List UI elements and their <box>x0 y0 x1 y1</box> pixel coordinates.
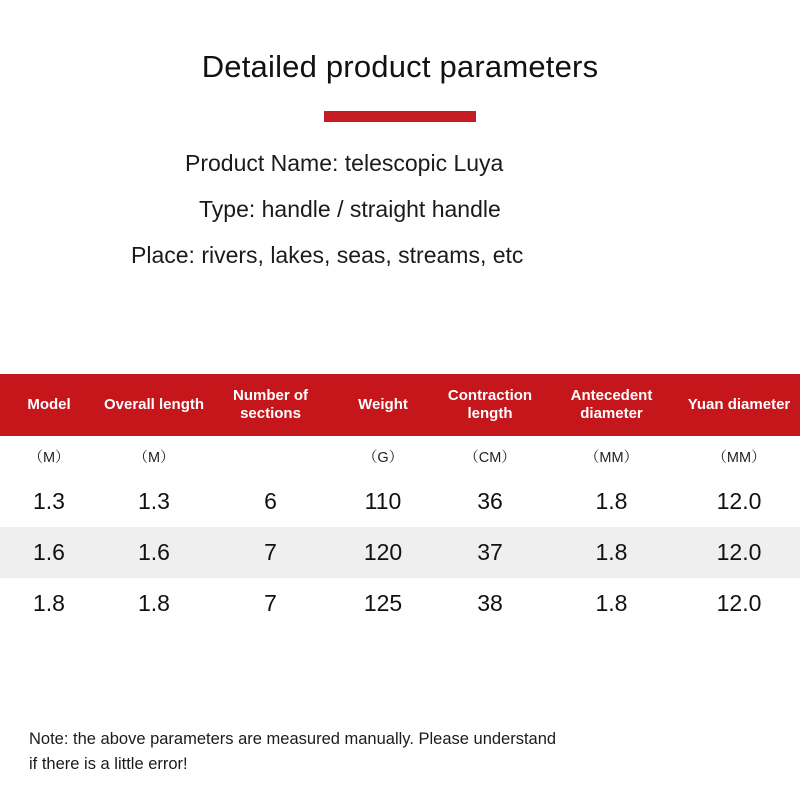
table-body <box>0 436 800 629</box>
cell-yuan-diameter: 12.0 <box>678 578 800 629</box>
table-row <box>0 527 800 578</box>
cell-antecedent-diameter: 1.8 <box>545 476 678 527</box>
spec-place: Place: rivers, lakes, seas, streams, etc <box>131 242 524 269</box>
column-header-model: Model <box>27 395 71 413</box>
unit-overall-length: （M） <box>98 436 210 476</box>
page-title: Detailed product parameters <box>201 49 599 84</box>
cell-overall-length: 1.3 <box>98 476 210 527</box>
unit-contraction-length: （CM） <box>435 436 545 476</box>
table-unit-row <box>0 436 800 476</box>
column-header-antecedent-diameter: Antecedent diameter <box>570 386 653 422</box>
table-head <box>0 374 800 436</box>
cell-contraction-length: 38 <box>435 578 545 629</box>
cell-weight: 120 <box>331 527 435 578</box>
cell-number-of-sections: 7 <box>210 578 331 629</box>
measurement-note-line-2: if there is a little error! <box>29 755 188 774</box>
cell-overall-length: 1.8 <box>98 578 210 629</box>
table-row <box>0 578 800 629</box>
column-header-weight: Weight <box>358 395 408 413</box>
unit-yuan-diameter: （MM） <box>678 436 800 476</box>
cell-model: 1.8 <box>0 578 98 629</box>
table-header-row <box>0 374 800 436</box>
unit-antecedent-diameter: （MM） <box>545 436 678 476</box>
spec-type: Type: handle / straight handle <box>199 196 501 223</box>
cell-number-of-sections: 6 <box>210 476 331 527</box>
spec-list <box>0 152 800 267</box>
table-row <box>0 476 800 527</box>
cell-yuan-diameter: 12.0 <box>678 476 800 527</box>
column-header-number-of-sections: Number of sections <box>233 386 308 422</box>
parameters-table <box>0 374 800 629</box>
cell-yuan-diameter: 12.0 <box>678 527 800 578</box>
column-header-contraction-length: Contraction length <box>447 386 533 422</box>
spec-product-name: Product Name: telescopic Luya <box>185 150 504 177</box>
measurement-note <box>29 727 729 777</box>
title-underline-wrap <box>0 111 800 122</box>
cell-contraction-length: 36 <box>435 476 545 527</box>
cell-contraction-length: 37 <box>435 527 545 578</box>
unit-weight: （G） <box>331 436 435 476</box>
measurement-note-line-1: Note: the above parameters are measured manually. Please understand <box>29 730 557 748</box>
cell-number-of-sections: 7 <box>210 527 331 578</box>
title-underline-bar <box>324 111 476 122</box>
cell-weight: 125 <box>331 578 435 629</box>
column-header-overall-length: Overall length <box>103 395 205 413</box>
cell-overall-length: 1.6 <box>98 527 210 578</box>
unit-model: （M） <box>0 436 98 476</box>
cell-antecedent-diameter: 1.8 <box>545 527 678 578</box>
cell-weight: 110 <box>331 476 435 527</box>
cell-antecedent-diameter: 1.8 <box>545 578 678 629</box>
unit-number-of-sections <box>210 436 331 476</box>
cell-model: 1.3 <box>0 476 98 527</box>
cell-model: 1.6 <box>0 527 98 578</box>
column-header-yuan-diameter: Yuan diameter <box>687 395 791 413</box>
